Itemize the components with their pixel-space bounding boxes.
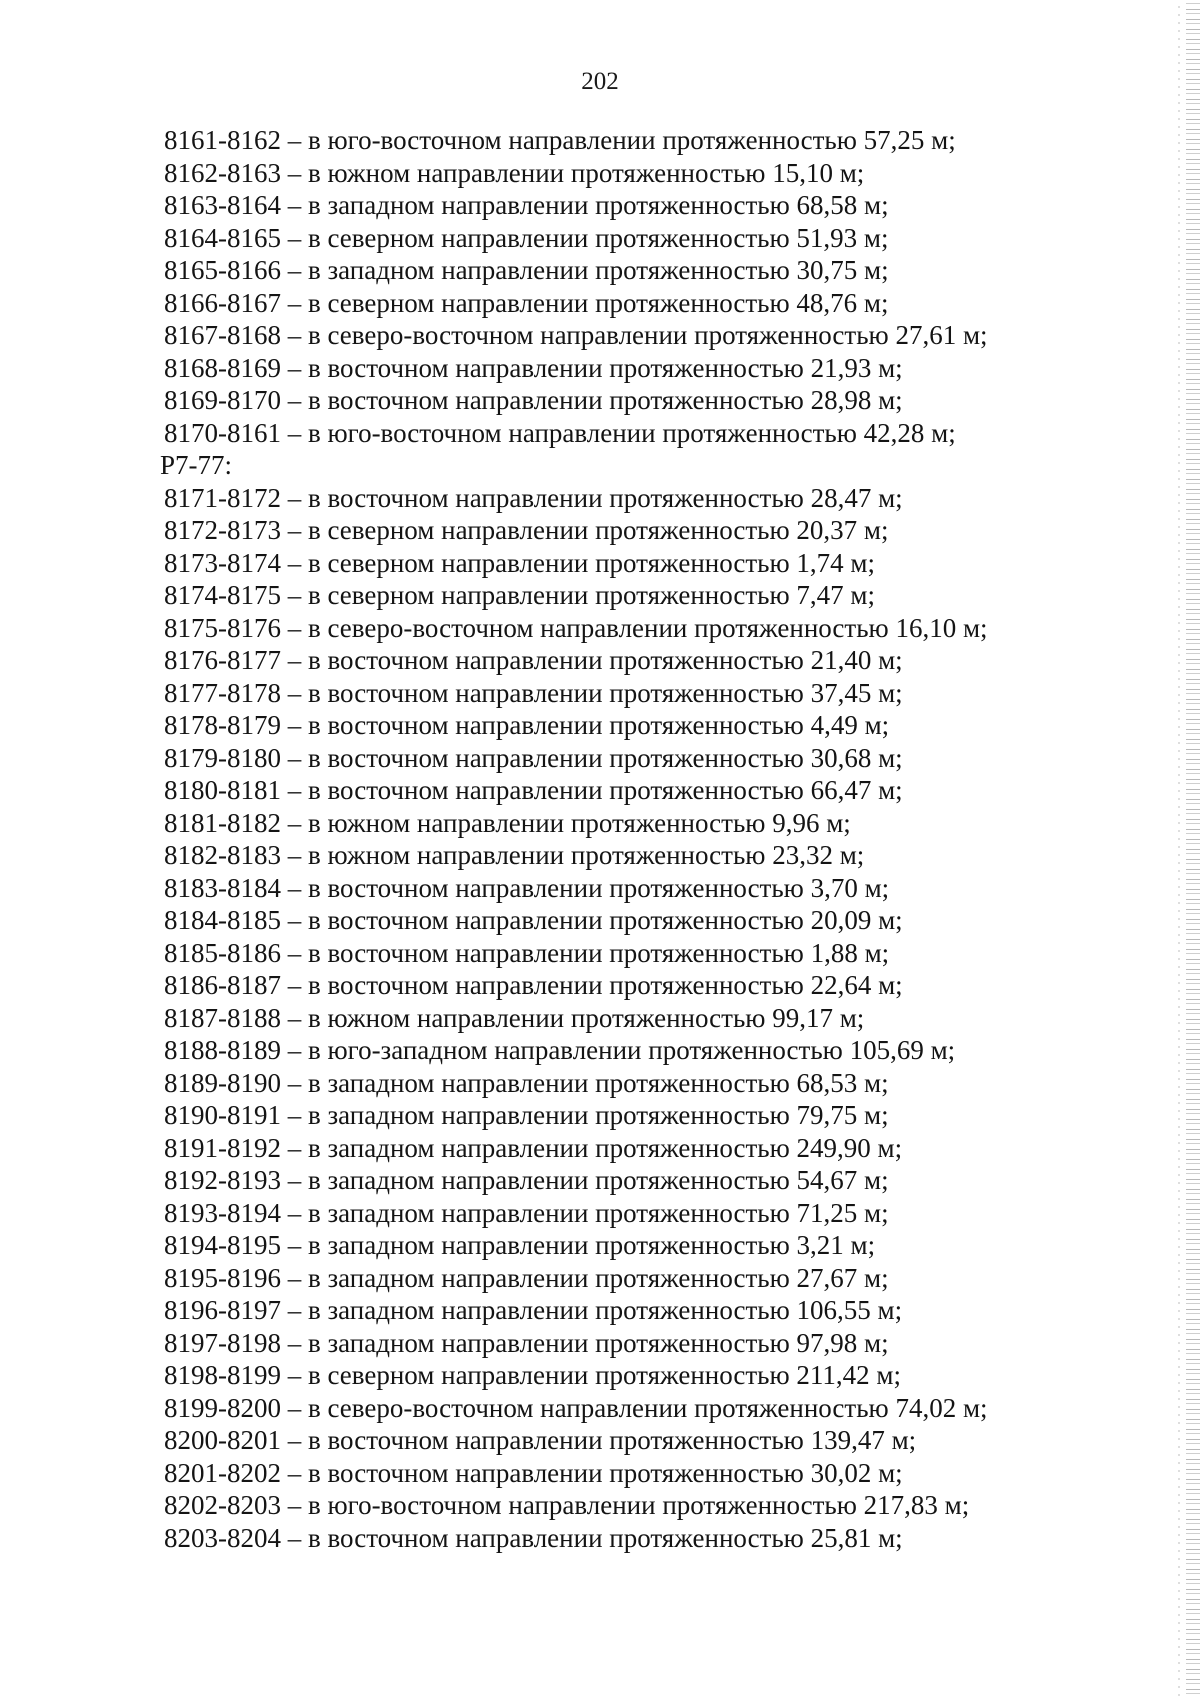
scan-edge-border <box>1186 0 1200 1696</box>
boundary-segment-line: 8200-8201 – в восточном направлении протяженностью 139,47 м; <box>164 1425 917 1455</box>
boundary-segment-line: 8191-8192 – в западном направлении протяженностью 249,90 м; <box>164 1132 903 1163</box>
boundary-segment-line: 8174-8175 – в северном направлении протяженностью 7,47 м; <box>164 580 876 610</box>
boundary-segment-line: 8178-8179 – в восточном направлении протяженностью 4,49 м; <box>164 710 890 740</box>
scan-edge-artifact <box>1178 0 1180 1696</box>
boundary-segment-line: 8185-8186 – в восточном направлении протяженностью 1,88 м; <box>164 937 890 968</box>
boundary-segment-line: 8166-8167 – в северном направлении протяженностью 48,76 м; <box>164 287 889 318</box>
boundary-segment-line: 8168-8169 – в восточном направлении протяженностью 21,93 м; <box>164 352 903 383</box>
boundary-segment-line: 8171-8172 – в восточном направлении протяженностью 28,47 м; <box>164 482 903 513</box>
boundary-segment-line: 8163-8164 – в западном направлении протяженностью 68,58 м; <box>164 190 889 220</box>
boundary-segment-line: 8180-8181 – в восточном направлении протяженностью 66,47 м; <box>164 775 903 805</box>
boundary-segment-line: 8186-8187 – в восточном направлении протяженностью 22,64 м; <box>164 970 903 1000</box>
boundary-segment-line: 8164-8165 – в северном направлении протяженностью 51,93 м; <box>164 222 889 253</box>
boundary-segment-line: 8161-8162 – в юго-восточном направлении протяженностью 57,25 м; <box>164 125 956 155</box>
boundary-segment-line: 8188-8189 – в юго-западном направлении протяженностью 105,69 м; <box>164 1035 956 1065</box>
boundary-segment-line: 8176-8177 – в восточном направлении протяженностью 21,40 м; <box>164 645 903 675</box>
boundary-segment-line: 8198-8199 – в северном направлении протяженностью 211,42 м; <box>164 1360 902 1390</box>
boundary-segment-line: 8189-8190 – в западном направлении протяженностью 68,53 м; <box>164 1067 889 1098</box>
boundary-segment-line: 8190-8191 – в западном направлении протяженностью 79,75 м; <box>164 1100 889 1130</box>
boundary-segment-line: 8187-8188 – в южном направлении протяженностью 99,17 м; <box>164 1002 865 1033</box>
boundary-segment-line: 8184-8185 – в восточном направлении протяженностью 20,09 м; <box>164 905 903 935</box>
boundary-segment-line: 8169-8170 – в восточном направлении протяженностью 28,98 м; <box>164 385 903 415</box>
boundary-segment-line: 8175-8176 – в северо-восточном направлении протяженностью 16,10 м; <box>164 612 988 643</box>
boundary-segment-line: 8201-8202 – в восточном направлении протяженностью 30,02 м; <box>164 1457 903 1488</box>
boundary-segments-group <box>164 124 1064 449</box>
section-boundary-segments-group <box>164 482 1064 1555</box>
boundary-segment-line: 8203-8204 – в восточном направлении протяженностью 25,81 м; <box>164 1522 903 1553</box>
boundary-segment-line: 8199-8200 – в северо-восточном направлении протяженностью 74,02 м; <box>164 1392 988 1423</box>
boundary-segment-line: 8183-8184 – в восточном направлении протяженностью 3,70 м; <box>164 872 890 903</box>
boundary-segment-line: 8162-8163 – в южном направлении протяженностью 15,10 м; <box>164 157 865 188</box>
boundary-segment-line: 8192-8193 – в западном направлении протяженностью 54,67 м; <box>164 1165 889 1195</box>
boundary-segment-line: 8195-8196 – в западном направлении протяженностью 27,67 м; <box>164 1262 889 1293</box>
boundary-segment-line: 8182-8183 – в южном направлении протяженностью 23,32 м; <box>164 840 865 870</box>
boundary-segment-line: 8167-8168 – в северо-восточном направлении протяженностью 27,61 м; <box>164 320 988 350</box>
boundary-segment-line: 8165-8166 – в западном направлении протяженностью 30,75 м; <box>164 255 889 285</box>
boundary-segment-line: 8177-8178 – в восточном направлении протяженностью 37,45 м; <box>164 677 903 708</box>
boundary-segment-line: 8193-8194 – в западном направлении протяженностью 71,25 м; <box>164 1197 889 1228</box>
boundary-segment-line: 8172-8173 – в северном направлении протяженностью 20,37 м; <box>164 515 889 545</box>
boundary-segment-line: 8194-8195 – в западном направлении протяженностью 3,21 м; <box>164 1230 876 1260</box>
boundary-segment-line: 8170-8161 – в юго-восточном направлении протяженностью 42,28 м; <box>164 417 956 448</box>
boundary-segment-line: 8181-8182 – в южном направлении протяженностью 9,96 м; <box>164 807 851 838</box>
boundary-segment-line: 8197-8198 – в западном направлении протяженностью 97,98 м; <box>164 1327 889 1358</box>
section-heading: Р7-77: <box>160 450 233 480</box>
boundary-segment-line: 8179-8180 – в восточном направлении протяженностью 30,68 м; <box>164 742 903 773</box>
boundary-segment-line: 8196-8197 – в западном направлении протяженностью 106,55 м; <box>164 1295 903 1325</box>
boundary-description-list <box>160 124 1064 1554</box>
page-number: 202 <box>581 68 619 95</box>
boundary-segment-line: 8173-8174 – в северном направлении протяженностью 1,74 м; <box>164 547 876 578</box>
boundary-segment-line: 8202-8203 – в юго-восточном направлении протяженностью 217,83 м; <box>164 1490 970 1520</box>
